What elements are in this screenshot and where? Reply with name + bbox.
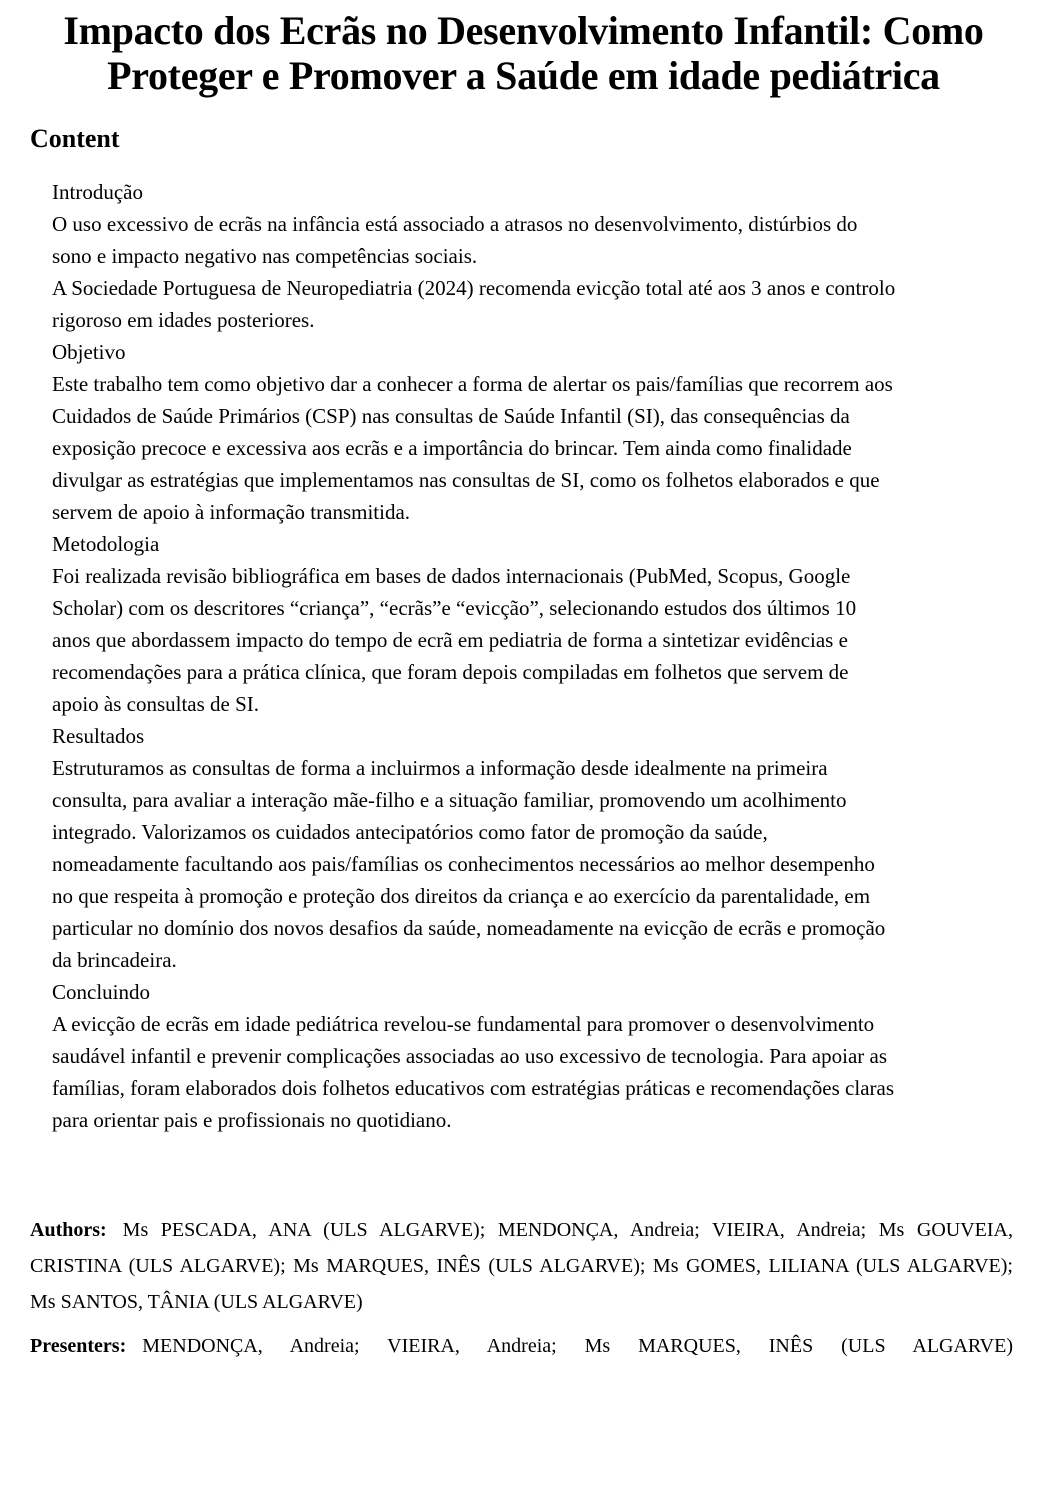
content-heading: Content xyxy=(30,124,120,153)
authors-label: Authors: xyxy=(30,1219,107,1241)
presenters-line xyxy=(30,1328,1013,1364)
section-label-objetivo: Objetivo xyxy=(52,340,126,364)
section-text-resultados: Estruturamos as consultas de forma a incluirmos a informação desde idealmente na primeira consulta, para avaliar a interação mãe-filho e a situação familiar, promovendo um acolhimento integrado. Valorizamos os cuidados antecipatórios como fator de promoção da saúde, nomeadamente facultando aos pais/famílias os conhecimentos necessários ao melhor desempenho no que respeita à promoção e proteção dos direitos da criança e ao exercício da parentalidade, em particular no domínio dos novos desafios da saúde, nomeadamente na evicção de ecrãs e promoção da brincadeira. xyxy=(52,756,886,972)
section-text-introducao-2: A Sociedade Portuguesa de Neuropediatria (2024) recomenda evicção total até aos 3 anos e controlo rigoroso em idades posteriores. xyxy=(52,276,896,332)
page-title: Impacto dos Ecrãs no Desenvolvimento Infantil: Como Proteger e Promover a Saúde em idade pediátrica xyxy=(63,8,984,98)
section-label-metodologia: Metodologia xyxy=(52,532,160,556)
content-body xyxy=(52,176,897,1136)
section-text-objetivo: Este trabalho tem como objetivo dar a conhecer a forma de alertar os pais/famílias que recorrem aos Cuidados de Saúde Primários (CSP) nas consultas de Saúde Infantil (SI), das consequências da exposição precoce e excessiva aos ecrãs e a importância do brincar. Tem ainda como finalidade divulgar as estratégias que implementamos nas consultas de SI, como os folhetos elaborados e que servem de apoio à informação transmitida. xyxy=(52,372,893,524)
presenters-value: MENDONÇA, Andreia; VIEIRA, Andreia; Ms MARQUES, INÊS (ULS ALGARVE) xyxy=(142,1335,1013,1357)
section-label-resultados: Resultados xyxy=(52,724,145,748)
section-text-introducao-1: O uso excessivo de ecrãs na infância está associado a atrasos no desenvolvimento, distúrbios do sono e impacto negativo nas competências sociais. xyxy=(52,212,858,268)
section-label-introducao: Introdução xyxy=(52,180,143,204)
section-label-concluindo: Concluindo xyxy=(52,980,150,1004)
presenters-label: Presenters: xyxy=(30,1335,127,1357)
section-text-concluindo: A evicção de ecrãs em idade pediátrica revelou-se fundamental para promover o desenvolvimento saudável infantil e prevenir complicações associadas ao uso excessivo de tecnologia. Para apoiar as famílias, foram elaborados dois folhetos educativos com estratégias práticas e recomendações claras para orientar pais e profissionais no quotidiano. xyxy=(52,1012,894,1132)
section-text-metodologia: Foi realizada revisão bibliográfica em bases de dados internacionais (PubMed, Scopus, Google Scholar) com os descritores “criança”, “ecrãs”e “evicção”, selecionando estudos dos últimos 10 anos que abordassem impacto do tempo de ecrã em pediatria de forma a sintetizar evidências e recomendações para a prática clínica, que foram depois compiladas em folhetos que servem de apoio às consultas de SI. xyxy=(52,564,857,716)
authors-line xyxy=(30,1212,1013,1320)
authors-value: Ms PESCADA, ANA (ULS ALGARVE); MENDONÇA, Andreia; VIEIRA, Andreia; Ms GOUVEIA, CRISTINA (ULS ALGARVE); Ms MARQUES, INÊS (ULS ALGARVE); Ms GOMES, LILIANA (ULS ALGARVE); Ms SANTOS, TÂNIA (ULS ALGARVE) xyxy=(30,1219,1013,1313)
